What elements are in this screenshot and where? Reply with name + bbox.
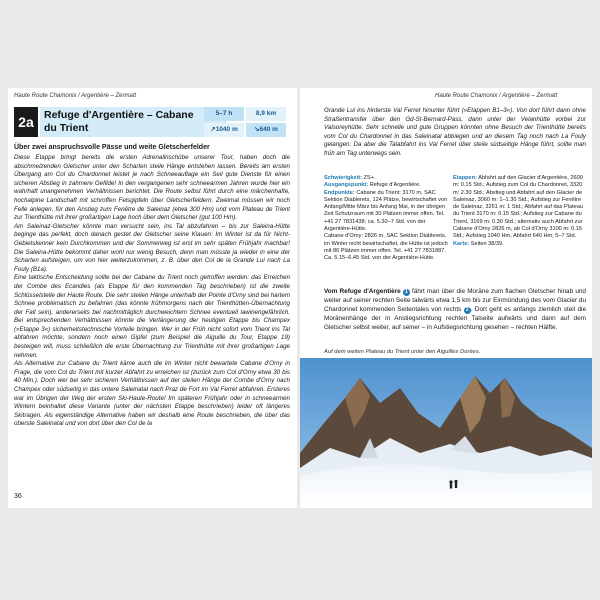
duration-stat: 5–7 h xyxy=(204,107,244,121)
fact-label: Karte: xyxy=(453,240,470,247)
fact-label: Endpunkte: xyxy=(324,189,355,196)
fact-text: Abfahrt auf den Glacier d'Argentière, 2600 m: 0.15 Std.; Aufstieg zum Col du Chardonnet, 3320 m: 2.30 Std.; Abstieg und Abfahrt auf den Glacier de Saleinaz, 3060 m: 1–1.30 Std.; Aufstieg zur Fenêtre de Saleinaz, 3261 m: 1 Std.; Abfahrt auf das Plateau du Trient 3170 m: 0.15 Std.; Aufstieg zur Cabane du Trient, 3169 m: 0.30 Std.; alternativ auch Abfahrt zur Cabane d'Orny 2826 m, ab Col d'Orny 3100 m: 0.15 Std.; Aufstieg 1040 Hm, Abfahrt 640 Hm; 5–7 Std. xyxy=(453,175,583,240)
facts-column-right xyxy=(453,175,586,248)
fact-entry xyxy=(324,233,449,262)
stage-title-line1: Refuge d'Argentière – Cabane xyxy=(44,109,194,121)
page-number: 36 xyxy=(14,493,22,500)
lead-heading: Über zwei anspruchsvolle Pässe und weite Gletscherfelder xyxy=(14,144,210,151)
paragraph: Eine taktische Entscheidung sollte bei der Cabane du Trient noch getroffen werden: das Erreichen der Combe des Ecandies (als Etappe für den kommenden Tag beschrieben) ist die zweite Schlüsselstelle der Haute Route. Die sehr steilen Hänge unterhalb der Pointe d'Orny sind bei hartem Schnee problematisch zu befahren (das könnte frühmorgens nach der Trienthütten-Übernachtung der Fall sein), andererseits bei nachmittäglich durchweichtem Schnee eventuell lawinengefährlich. Bei entsprechenden Verhältnissen könnte die Verlängerung der heutigen Etappe bis Champex (»Etappe 3«) sicherheitstechnische Vorteile bringen. Wer in der Früh nicht sofort vom Trient ins Tal abfahren möchte, sondern noch einen Gipfel (zum Beispiel die Aiguille du Tour, Etappe 19) besteigen will, muss schließlich die erste Übernachtung zur Trienthütte mit ihrer großartigen Lage nehmen. xyxy=(14,274,290,359)
route-text: . Dort geht es anfangs ziemlich steil die Moränenhänge der in Anstiegsrichtung rechten Talseite aufwärts und dann auf dem Gletscher selbst weiter, auf seiner – in Aufstiegsrichtung gesehen – rechten Hälfte. xyxy=(324,306,587,331)
descent-stat: ↘640 m xyxy=(246,123,286,137)
fact-label: Etappen: xyxy=(453,175,477,181)
intro-text: Grande Lui ins hinterste Val Ferret hinunter führt (»Etappen B1–3«). Von dort führt dann ohne Straßentransfer über den Gd-St-Bernard-Pass, dann unter der Velanhütte vorbei zur Valsoreyhütte. Sehr schnelle und gute Gruppen könnten ohne Besuch der Trienthütte bereits vom Col du Chardonnet in das Saleinatal abbiegen und an diesem Tag noch nach La Fouly gelangen. Da aber die Talabfahrt ins Val Ferret über steile südseitige Hänge führt, sollte man früh am Tag unterwegs sein. xyxy=(324,107,586,157)
fact-entry xyxy=(324,182,449,189)
stage-title-band xyxy=(40,107,226,137)
stage-number-badge: 2a xyxy=(14,107,38,137)
body-text xyxy=(14,154,290,429)
mountain-photo xyxy=(300,358,592,508)
stage-title-block xyxy=(14,107,284,137)
running-header: Haute Route Chamonix / Argentière – Zermatt xyxy=(435,93,558,99)
photo-caption: Auf dem weiten Plateau du Trient unter den Aiguilles Dorées. xyxy=(324,349,481,355)
paragraph: Am Saleinaz-Gletscher könnte man versucht sein, ins Tal abzufahren – bis zur Saleina-Hütte beginge das perfekt, doch danach gestet der Gletscher seine Klauen: Im Winter ist da für Nicht-Gebietskenner kein Durchkommen und der Sommerweg ist erst im sehr späten Frühjahr machbar! Die Saleina-Hütte bekommt daher wohl nur wenig Besuch, denn man müsste ja wieder in eine der Scharten aufsteigen, um von hier weiterzukommen, z. B. über den Col de la Grande Lui nach La Fouly (B1a). xyxy=(14,222,290,273)
right-page xyxy=(300,88,592,508)
fact-entry xyxy=(324,175,449,182)
route-description xyxy=(324,287,586,332)
fact-text: Refuge d'Argentière. xyxy=(369,182,421,189)
fact-entry xyxy=(453,175,586,241)
fact-text: Seiten 38/39. xyxy=(470,240,504,247)
fact-text: ZS+. xyxy=(363,175,376,181)
fact-label: Schwierigkeit: xyxy=(324,175,362,181)
route-text: fährt man über die Moräne zum flachen Gletscher hinab und weiter auf seiner rechten Seite talwärts etwa 1,5 km bis zur Einmündung des vom Glacier du Chardonnet kommenden Seitentales von rechts xyxy=(324,288,586,313)
fact-label: Ausgangspunkt: xyxy=(324,182,369,189)
stage-title xyxy=(44,109,224,134)
ascent-stat: ↗1040 m xyxy=(204,123,244,137)
fact-text: Cabane du Trient: 3170 m, SAC Sektion Diablerets, 124 Plätze, bewirtschaftet von Anfang/Mitte März bis Anfang Mai, in der übrigen Zeit Schutzraum mit 30 Plätzen immer offen. Tel. +41 27 7831438; ca. 5.30–7 Std. von der Argentière-Hütte. xyxy=(324,189,448,233)
paragraph: Als Alternative zur Cabane du Trient käme auch die im Winter nicht bewartete Cabane d'Orny in Frage, die vom Col du Trient mit kurzer Abfahrt zu erreichen ist (zurück zum Col d'Orny etwa 30 bis 40 Min.). Doch wer bei sehr sicheren Verhältnissen auf der steilen Hänge der Combe d'Orny nach Champex oder südseitig in das untere Saleinatal nach Praz de Fort im Val Ferret abfahren. Ersteres war im Übrigen der Weg der ersten Ski-Haute-Route! Im späteren Frühjahr oder in schneearmen Wintern beinhaltet diese Variante (unter der nächsten Etappe beschrieben) leider oft längeres Skitragen. Als eigenständige Alternative haben wir deshalb eine Route beschrieben, die über das oberste Saleinatal und von dort über den Col de la xyxy=(14,360,290,428)
route-start: Vom Refuge d'Argentière xyxy=(324,288,401,295)
paragraph: Diese Etappe bringt bereits die ersten Adrenalinschübe unserer Tour, haben doch die abschmelzenden Gletscher unter den Scharten steile Hänge entstehen lassen. Bereits am ersten Übergang am Col du Chardonnet leistet je nach Schneeauflage ein Seil gute Dienste für einen sicheren Abstieg in zahmere Gefilde! In den vergangenen sehr schneearmen Jahren wurde hier ein wahrhaft unangenehmen Verhältnissen berichtet. Die Route selbst führt durch eine märchenhafte, hochalpine Landschaft mit schroffen Felsgipfeln über Gletscherfeldern. Zweimal müssen wir noch Felle anlegen, für den Anstieg zum Fenêtre de Saleinaz (etwa 300 Hm) und vom Plateau de Trient zur Trienthütte mit ihrer großartigen Lage hoch über dem Gletscher (gut 100 Hm). xyxy=(14,154,290,222)
fact-text: Cabane d'Orny: 2826 m, SAC Sektion Diablerets, im Winter nicht bewirtschaftet, die Hütte ist jedoch mit 86 Plätzen immer offen. Tel. +41 27 7831887. Ca. 5.15–6.45 Std. von der Argentière-Hütte. xyxy=(324,233,448,262)
waypoint-marker-2: 2 xyxy=(464,307,471,314)
stage-title-line2: du Trient xyxy=(44,121,89,134)
left-page xyxy=(8,88,297,508)
stage-stats xyxy=(204,107,286,137)
fact-entry xyxy=(453,241,586,248)
facts-column-left xyxy=(324,175,449,263)
distance-stat: 8,9 km xyxy=(246,107,286,121)
fact-entry xyxy=(324,190,449,234)
running-header: Haute Route Chamonix / Argentière – Zermatt xyxy=(14,93,137,99)
waypoint-marker-1: 1 xyxy=(403,289,410,296)
